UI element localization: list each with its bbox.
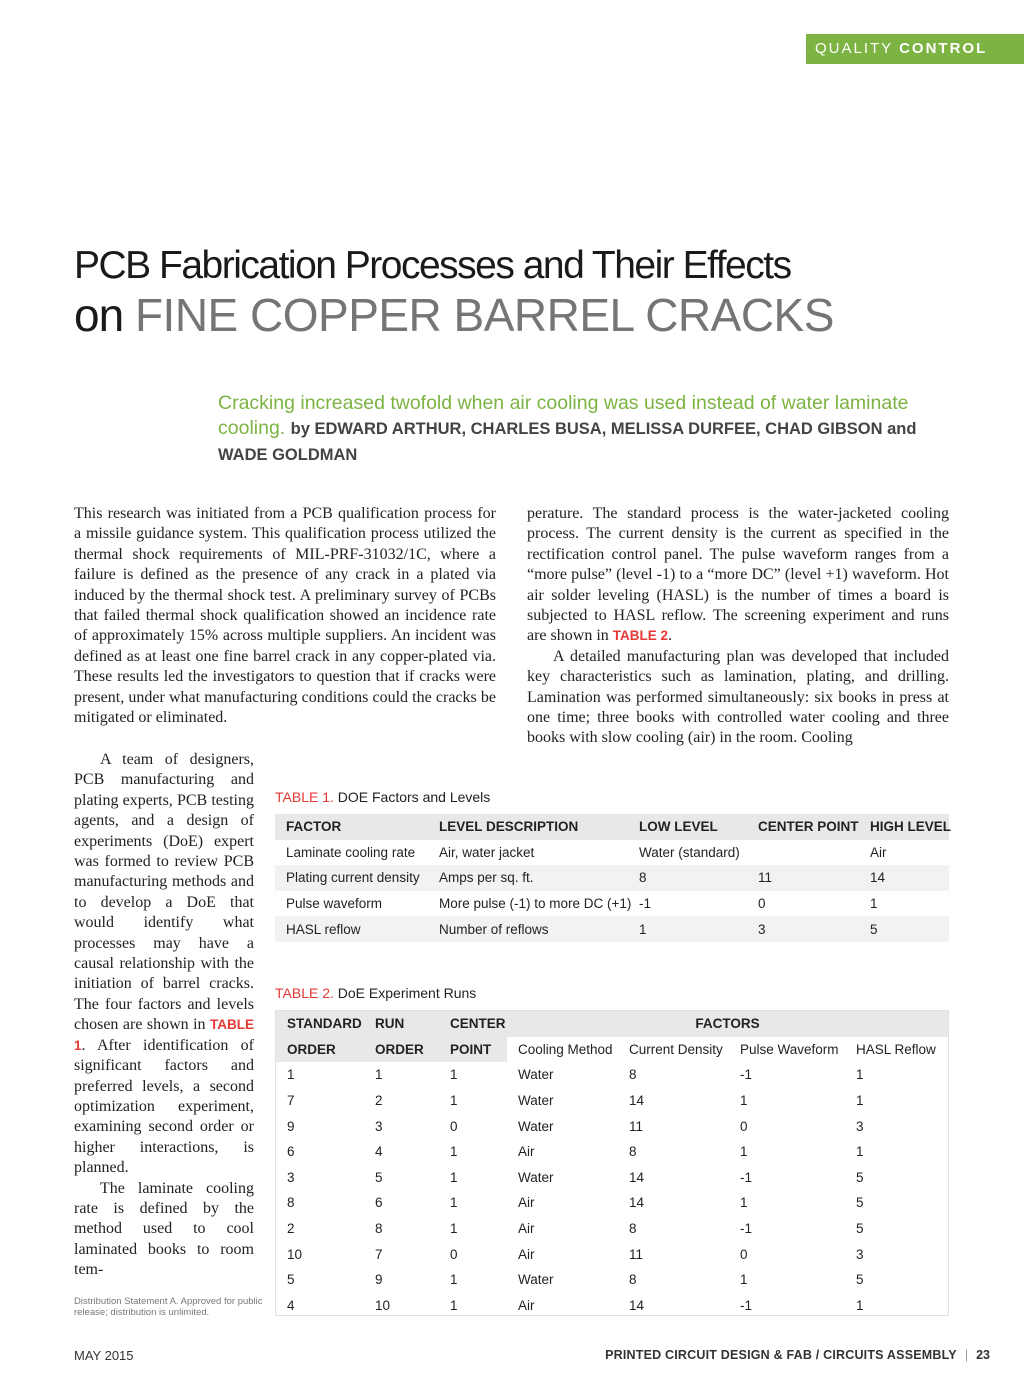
table-cell: 9 [375,1272,383,1288]
table-cell: Air [518,1246,535,1262]
table2-factors-header: FACTORS [695,1016,760,1032]
table1-column-header: LOW LEVEL [639,819,718,835]
table-cell: Air [870,844,887,860]
table-cell: 8 [629,1067,637,1083]
table-row [276,1062,948,1088]
table2-column-header: POINT [450,1041,492,1057]
title-on: on [74,289,124,341]
table-row [276,1267,948,1293]
table-cell: 14 [870,870,886,886]
table-row [275,865,949,891]
table-cell: 3 [758,921,766,937]
table-cell: 1 [740,1144,748,1160]
table-row [276,1293,948,1319]
table-reference: TABLE 1 [74,1017,254,1053]
table2-caption-text: DoE Experiment Runs [337,985,477,1001]
table-cell: Laminate cooling rate [286,844,416,860]
table1-header-row [275,814,949,840]
table-cell: 7 [375,1246,383,1262]
table2-factor-header: Cooling Method [507,1037,618,1063]
table-cell: 11 [629,1118,644,1134]
table-cell: -1 [639,896,652,912]
table-cell: 1 [375,1067,383,1083]
table-cell: 2 [287,1221,295,1237]
table-cell: 8 [629,1221,637,1237]
table-cell: Air, water jacket [439,844,535,860]
table-row [275,891,949,917]
table-cell: 1 [450,1221,458,1237]
table-cell: 1 [856,1093,864,1109]
table-cell: Air [518,1144,535,1160]
table-cell: 14 [629,1169,645,1185]
table-cell: Water (standard) [639,844,740,860]
table-cell: Plating current density [286,870,420,886]
table2-frame [275,1010,949,1316]
table-row [276,1241,948,1267]
table-cell: Air [518,1221,535,1237]
table-cell: -1 [740,1067,753,1083]
table-cell: 1 [450,1093,458,1109]
paragraph: The laminate cooling rate is defined by the method used to cool laminated books to room tem- [74,1179,254,1279]
paragraph-text: . After identification of significant factors and preferred levels, a second optimization experiment, examining second order or higher interactions, is planned. [74,1036,254,1177]
table-cell: 1 [740,1272,748,1288]
table1-column-header: FACTOR [286,819,342,835]
article-title-line2 [74,288,834,342]
table-cell: Water [518,1169,554,1185]
table-cell: 0 [450,1246,458,1262]
table-cell: Water [518,1118,554,1134]
body-column-1 [74,504,496,728]
table-cell: 0 [740,1118,748,1134]
table-cell: 11 [758,870,773,886]
table-cell: -1 [740,1221,753,1237]
table1-caption [275,789,490,805]
table-cell: 14 [629,1093,645,1109]
body-column-2 [527,504,949,749]
table-cell: 8 [287,1195,295,1211]
table-cell: 8 [629,1144,637,1160]
table-cell: 5 [856,1169,864,1185]
table-cell: 3 [375,1118,383,1134]
table-cell: 1 [740,1093,748,1109]
table-cell: Number of reflows [439,921,549,937]
section-tag [806,34,1024,64]
table2-header-row [276,1011,948,1037]
table2-column-header: STANDARD [287,1016,362,1032]
table-cell: 1 [870,896,878,912]
table2-caption [275,985,476,1001]
table-cell: 0 [740,1246,748,1262]
table-cell: 1 [450,1272,458,1288]
table-cell: 3 [856,1246,864,1262]
table-cell: 1 [856,1144,864,1160]
table-cell: 2 [375,1093,383,1109]
table-cell: 5 [856,1195,864,1211]
table-cell: 5 [287,1272,295,1288]
table2-factor-header: Current Density [618,1037,729,1063]
table1-column-header: HIGH LEVEL [870,819,952,835]
table-cell: 4 [287,1297,295,1313]
paragraph-text: perature. The standard process is the water-jacketed cooling process. The current density is the current as specified in the rectification control panel. The pulse waveform ranges from a “more pulse” (level -1) to a “more DC” (level +1) waveform. Hot air solder leveling (HASL) is the number of times a board is subjected to HASL reflow. The screening experiment and runs are shown in [527,505,949,645]
title-emphasis: FINE COPPER BARREL CRACKS [134,289,834,341]
table-cell: 6 [375,1195,383,1211]
table-cell: 1 [856,1067,864,1083]
table-cell: 1 [639,921,647,937]
table2 [276,1011,948,1318]
table-cell: 3 [287,1169,295,1185]
table-cell: 5 [870,921,878,937]
table-cell: 1 [450,1144,458,1160]
table1-caption-text: DOE Factors and Levels [337,789,491,805]
table-cell: 8 [629,1272,637,1288]
table-cell: 14 [629,1195,645,1211]
table-cell: 1 [450,1297,458,1313]
paragraph [527,504,949,647]
table-cell: 14 [629,1297,645,1313]
table-cell: Pulse waveform [286,896,383,912]
table1-column-header: CENTER POINT [758,819,859,835]
table-cell: 6 [287,1144,295,1160]
table-cell: 0 [450,1118,458,1134]
article-deck [218,391,918,468]
table-cell: More pulse (-1) to more DC (+1) [439,896,632,912]
body-column-1-narrow [74,750,254,1281]
table-row [275,840,949,866]
table-cell: 1 [450,1067,458,1083]
footer-date: MAY 2015 [74,1348,134,1363]
table-cell: Amps per sq. ft. [439,870,534,886]
table-cell: 5 [856,1221,864,1237]
table-cell: 8 [639,870,647,886]
table-row [276,1165,948,1191]
table-row [276,1113,948,1139]
table-cell: 1 [856,1297,864,1313]
paragraph-text: A team of designers, PCB manufacturing and plating experts, PCB testing agents, and a design of experiments (DoE) expert was formed to review PCB manufacturing methods and to develop a DoE that would identify what processes may have a causal relationship with the initiation of barrel cracks. The four factors and levels chosen are shown in [74,751,254,1034]
table1-column-header: LEVEL DESCRIPTION [439,819,579,835]
table1 [275,814,952,942]
table-cell: Water [518,1067,554,1083]
table-cell: 11 [629,1246,644,1262]
table2-column-header: ORDER [375,1041,424,1057]
table-cell: Air [518,1297,535,1313]
table-cell: 1 [450,1195,458,1211]
paragraph [74,750,254,1179]
table2-factor-header: HASL Reflow [845,1037,948,1063]
table-row [276,1190,948,1216]
table2-subheader-row [276,1037,948,1063]
paragraph: A detailed manufacturing plan was developed that included key characteristics such as lamination, plating, and drilling. Lamination was performed simultaneously: six books in press at one time; three books with controlled water cooling and three books with slow cooling (air) in the room. Cooling [527,647,949,747]
table-row [276,1088,948,1114]
table-cell: 1 [740,1195,748,1211]
table-cell: 9 [287,1118,295,1134]
section-tag-bold: CONTROL [899,40,988,57]
section-tag-light: QUALITY [815,40,893,57]
table-cell: 3 [856,1118,864,1134]
distribution-statement: Distribution Statement A. Approved for public release; distribution is unlimited. [74,1296,263,1318]
footer-separator: | [964,1348,969,1362]
table1-caption-number: TABLE 1. [275,789,334,805]
table2-factor-header: Pulse Waveform [729,1037,845,1063]
table-cell: Air [518,1195,535,1211]
table-row [276,1216,948,1242]
table-cell: 10 [287,1246,303,1262]
table2-column-header: RUN [375,1016,405,1032]
footer-publication-info [605,1348,990,1362]
page-number: 23 [976,1348,990,1362]
table-cell: -1 [740,1297,753,1313]
table-cell: 5 [375,1169,383,1185]
table-reference: TABLE 2 [612,628,669,644]
table-cell: 4 [375,1144,383,1160]
footer-publication: PRINTED CIRCUIT DESIGN & FAB / CIRCUITS ASSEMBLY [605,1348,957,1362]
byline: by EDWARD ARTHUR, CHARLES BUSA, MELISSA DURFEE, CHAD GIBSON and WADE GOLDMAN [218,420,917,464]
table2-caption-number: TABLE 2. [275,985,334,1001]
table-cell: 1 [450,1169,458,1185]
table-cell: HASL reflow [286,921,361,937]
table-cell: Water [518,1272,554,1288]
table-cell: 10 [375,1297,391,1313]
table2-column-header: ORDER [287,1041,336,1057]
deck-text: Cracking increased twofold when air cooling was used instead of water laminate cooling. [218,392,909,439]
table-cell: 1 [287,1067,295,1083]
table-row [275,916,949,942]
table-cell: -1 [740,1169,753,1185]
table-cell: 5 [856,1272,864,1288]
article-title-line1: PCB Fabrication Processes and Their Effects [74,244,791,287]
table-cell: Water [518,1093,554,1109]
table-cell: 8 [375,1221,383,1237]
paragraph-text: . [668,627,673,645]
table-cell: 0 [758,896,766,912]
paragraph: This research was initiated from a PCB qualification process for a missile guidance system. This qualification process utilized the thermal shock requirements of MIL-PRF-31032/1C, where a failure is defined as the presence of any crack in a plated via induced by the thermal shock test. A preliminary survey of PCBs that failed thermal shock qualification showed an incidence rate of approximately 15% across multiple suppliers. An incident was defined as at least one fine barrel crack in any copper-plated via. These results led the investigators to question that if cracks were present, under what manufacturing conditions could the cracks be mitigated or eliminated. [74,505,496,727]
table-row [276,1139,948,1165]
table-cell [747,840,859,866]
table2-column-header: CENTER [450,1016,506,1032]
table-cell: 7 [287,1093,295,1109]
